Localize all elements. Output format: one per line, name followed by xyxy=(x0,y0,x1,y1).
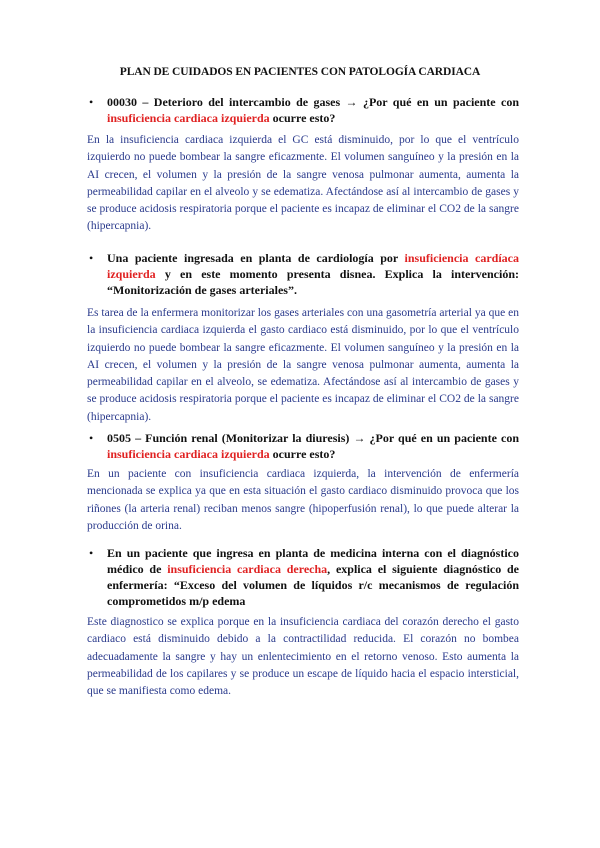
question-3 xyxy=(107,430,519,462)
question-2-text: Una paciente ingresada en planta de cardiología por xyxy=(107,251,405,265)
question-4-text: En un paciente que ingresa en planta de medicina interna con el diagnóstico médico de xyxy=(107,546,519,576)
question-2-text-end: y en este momento presenta disnea. Explica la intervención: “Monitorización de gases arteriales”. xyxy=(107,267,519,297)
answer-4: Este diagnostico se explica porque en la insuficiencia cardiaca del corazón derecho el gasto cardiaco está disminuido debido a la contractilidad reducida. El corazón no bombea adecuadamente la sangre y hay un enlentecimiento en el retorno venoso. Esto aumenta la permeabilidad de los capilares y se produce un escape de líquido hacia el espacio intersticial, que se manifiesta como edema. xyxy=(87,616,519,698)
question-1 xyxy=(107,94,519,126)
question-2-highlight: insuficiencia cardíaca izquierda xyxy=(107,251,519,281)
question-2 xyxy=(107,250,519,298)
question-4-text-end: , explica el siguiente diagnóstico de enfermería: “Exceso del volumen de líquidos r/c mecanismos de regulación comprometidos m/p edema xyxy=(107,562,520,608)
answer-1: En la insuficiencia cardiaca izquierda el GC está disminuido, por lo que el ventrículo izquierdo no puede bombear la sangre eficazmente. El volumen sanguíneo y la presión en la AI crecen, el volumen y la presión de la sangre venosa pulmonar aumenta, aumenta la permeabilidad capilar en el alveolo y se edematiza. Afectándose así al intercambio de gases y se produce acidosis respiratoria porque el paciente es incapaz de eliminar el CO2 de la sangre (hipercapnia). xyxy=(87,134,519,233)
question-3-text: 0505 – Función renal (Monitorizar la diuresis) → ¿Por qué en un paciente con xyxy=(107,431,519,445)
question-1-text: 00030 – Deterioro del intercambio de gases → ¿Por qué en un paciente con xyxy=(107,95,519,109)
answer-3: En un paciente con insuficiencia cardiaca izquierda, la intervención de enfermería mencionada se explica ya que en esta situación el gasto cardiaco disminuido provoca que los riñones (la arteria renal) reciban menos sangre (hipoperfusión renal), lo que puede alterar la producción de orina. xyxy=(87,468,519,532)
page-title: PLAN DE CUIDADOS EN PACIENTES CON PATOLOGÍA CARDIACA xyxy=(119,66,481,78)
question-1-highlight: insuficiencia cardiaca izquierda xyxy=(107,111,270,125)
question-3-highlight: insuficiencia cardiaca izquierda xyxy=(107,447,270,461)
question-4-highlight: insuficiencia cardiaca derecha xyxy=(167,562,328,576)
question-1-text-end: ocurre esto? xyxy=(269,111,336,125)
question-3-text-end: ocurre esto? xyxy=(269,447,336,461)
question-4 xyxy=(107,545,519,609)
answer-2: Es tarea de la enfermera monitorizar los gases arteriales con una gasometría arterial ya que en la insuficiencia cardiaca izquierda el gasto cardiaco está disminuido, por lo que el ventrículo izquierdo no puede bombear la sangre eficazmente. El volumen sanguíneo y la presión en la AI crecen, el volumen y la presión de la sangre venosa pulmonar aumenta, aumenta la permeabilidad capilar en el alveolo, se edematiza. Afectándose así al intercambio de gases y se produce acidosis respiratoria porque el paciente es incapaz de eliminar el CO2 de la sangre (hipercapnia). xyxy=(87,307,519,423)
